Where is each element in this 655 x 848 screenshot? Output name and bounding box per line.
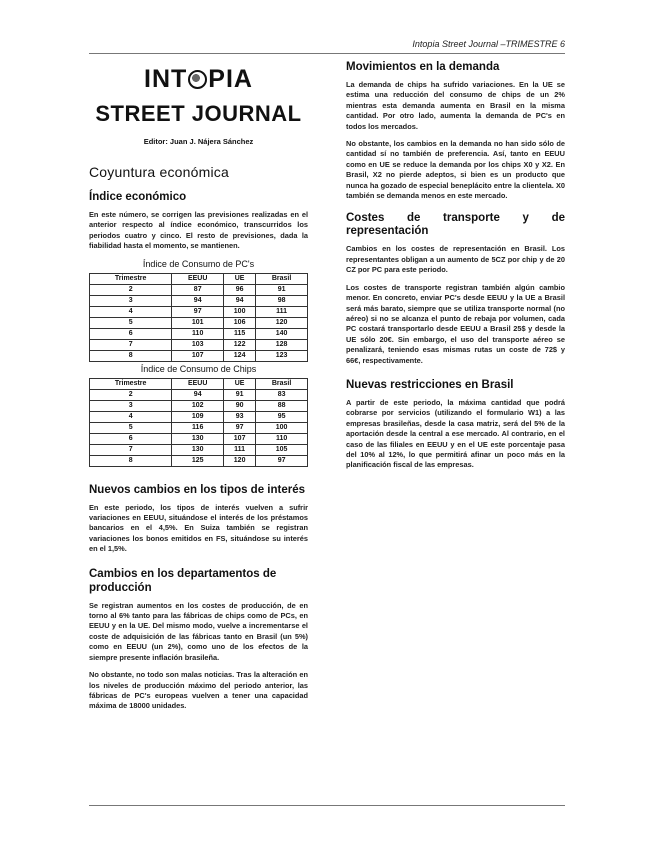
table-header-cell: UE <box>224 378 256 389</box>
produccion-heading: Cambios en los departamentos de producción <box>89 567 277 594</box>
table-chips-body <box>90 389 308 466</box>
demanda-text-1: La demanda de chips ha sufrido variaciones. En la UE se estima una reducción del consumo de chips de un 2% mientras esta demanda aumenta en Brasil en la misma cantidad. Por otro lado, aumenta la demanda de PC's en todos los mercados. <box>346 80 565 131</box>
table-cell: 100 <box>224 306 256 317</box>
table-cell: 130 <box>172 444 224 455</box>
table-chips-caption: Índice de Consumo de Chips <box>140 363 257 374</box>
table-cell: 4 <box>90 306 172 317</box>
table-cell: 122 <box>224 339 256 350</box>
demanda-heading: Movimientos en la demanda <box>346 61 500 73</box>
demanda-text-2: No obstante, los cambios en la demanda no han sido sólo de cantidad sí no también de preferencia. Así, tanto en EEUU como en UE se reduce la demanda por los chips X0 y X2. En Brasil, X2 no pierde adeptos, si bien es un producto que nunca ha gozado de especial beneplácito entre la clientela. X0 también se demanda menos en este mercado. <box>346 139 565 201</box>
table-cell: 110 <box>172 328 224 339</box>
table-header-row <box>90 378 308 389</box>
table-cell: 83 <box>256 389 308 400</box>
table-row <box>90 444 308 455</box>
table-cell: 120 <box>256 317 308 328</box>
table-row <box>90 400 308 411</box>
table-row <box>90 411 308 422</box>
table-cell: 95 <box>256 411 308 422</box>
table-cell: 5 <box>90 317 172 328</box>
table-header-cell: UE <box>224 273 256 284</box>
table-cell: 7 <box>90 444 172 455</box>
masthead-title: STREET JOURNAL <box>95 101 302 126</box>
table-cell: 98 <box>256 295 308 306</box>
table-header-cell: Trimestre <box>90 273 172 284</box>
editor-credit: Editor: Juan J. Nájera Sánchez <box>143 137 254 146</box>
table-cell: 87 <box>172 284 224 295</box>
table-cell: 5 <box>90 422 172 433</box>
table-cell: 107 <box>224 433 256 444</box>
table-cell: 91 <box>224 389 256 400</box>
table-cell: 96 <box>224 284 256 295</box>
logo-text-post: PIA <box>208 65 253 93</box>
interes-text: En este periodo, los tipos de interés vuelven a sufrir variaciones en EEUU, situándose el interés de los préstamos bancarios en el 4,5%. En Suiza también se registran variaciones los bonos emitidos en FS, situándose su interés en el 1,5%. <box>89 502 308 554</box>
table-cell: 8 <box>90 455 172 466</box>
table-cell: 8 <box>90 350 172 361</box>
table-cell: 97 <box>224 422 256 433</box>
table-cell: 140 <box>256 328 308 339</box>
table-cell: 94 <box>224 295 256 306</box>
brasil-heading: Nuevas restricciones en Brasil <box>346 378 514 391</box>
table-cell: 120 <box>224 455 256 466</box>
table-pc-body <box>90 284 308 361</box>
header-rule <box>89 53 565 54</box>
table-header-cell: EEUU <box>172 273 224 284</box>
table-cell: 106 <box>224 317 256 328</box>
table-header-row <box>90 273 308 284</box>
table-pc-caption: Índice de Consumo de PC's <box>142 258 255 269</box>
footer-rule <box>89 805 565 806</box>
table-cell: 123 <box>256 350 308 361</box>
masthead <box>89 66 308 146</box>
table-cell: 105 <box>256 444 308 455</box>
costes-heading: Costes de transporte y de <box>346 212 565 225</box>
table-cell: 88 <box>256 400 308 411</box>
table-pc <box>89 273 308 362</box>
table-header-cell: Brasil <box>256 273 308 284</box>
table-cell: 107 <box>172 350 224 361</box>
table-cell: 7 <box>90 339 172 350</box>
table-row <box>90 295 308 306</box>
table-cell: 2 <box>90 389 172 400</box>
table-header-cell: EEUU <box>172 378 224 389</box>
brasil-text: A partir de este periodo, la máxima cantidad que podrá cobrarse por servicios (utilizando el formulario W1) a las empresas brasileñas, desde la casa matriz, será del 5% de la aportación desde la central a ese mercado. Al contrario, en el caso de las filiales en EEUU y en el UE este porcentaje pasa del 10% al 12%, lo que permitirá afinar un poco más en la planificación fiscal de las empresas. <box>346 397 565 470</box>
table-cell: 97 <box>172 306 224 317</box>
table-cell: 3 <box>90 295 172 306</box>
table-cell: 102 <box>172 400 224 411</box>
table-cell: 125 <box>172 455 224 466</box>
costes-heading-cont: representación <box>346 225 429 238</box>
table-header-cell: Trimestre <box>90 378 172 389</box>
table-row <box>90 284 308 295</box>
table-row <box>90 455 308 466</box>
costes-text-2: Los costes de transporte registran también algún cambio menor. En concreto, enviar PC's desde EEUU y la UE a Brasil será más barato, siempre que se utiliza transporte normal (no aéreo) si no se alcanza el punto de rebaja por volumen, cada PC costará transportarlo desde EEUU a Brasil 25$ y desde la UE sólo 20€. Sin embargo, el uso del transporte aéreo se penalizará, teniendo esas mismas rutas un coste de 72$ y 66€, respectivamente. <box>346 282 565 365</box>
table-row <box>90 422 308 433</box>
table-cell: 94 <box>172 295 224 306</box>
produccion-text-1: Se registran aumentos en los costes de producción, de en torno al 6% tanto para las fábricas de chips como de PCs, en EEUU y en la UE. Del mismo modo, vuelve a incrementarse el coste de adquisición de las fábricas tanto en Brasil (un 5%) como en EEUU (un 2%), como uno de los efectos de la siempre presente inflación brasileña. <box>89 600 308 662</box>
table-row <box>90 328 308 339</box>
indice-heading: Índice económico <box>89 191 187 203</box>
table-cell: 109 <box>172 411 224 422</box>
table-row <box>90 306 308 317</box>
table-row <box>90 433 308 444</box>
table-cell: 100 <box>256 422 308 433</box>
running-head: Intopia Street Journal –TRIMESTRE 6 <box>412 39 565 49</box>
table-cell: 94 <box>172 389 224 400</box>
table-row <box>90 339 308 350</box>
table-row <box>90 350 308 361</box>
table-cell: 3 <box>90 400 172 411</box>
table-cell: 6 <box>90 433 172 444</box>
table-cell: 111 <box>224 444 256 455</box>
interes-heading: Nuevos cambios en los tipos de interés <box>89 483 306 496</box>
table-cell: 115 <box>224 328 256 339</box>
table-row <box>90 389 308 400</box>
table-cell: 4 <box>90 411 172 422</box>
table-cell: 101 <box>172 317 224 328</box>
left-column <box>89 60 308 719</box>
table-cell: 130 <box>172 433 224 444</box>
table-cell: 116 <box>172 422 224 433</box>
table-cell: 93 <box>224 411 256 422</box>
table-cell: 111 <box>256 306 308 317</box>
table-chips <box>89 378 308 467</box>
globe-icon <box>188 70 207 89</box>
table-cell: 124 <box>224 350 256 361</box>
table-cell: 103 <box>172 339 224 350</box>
right-column <box>346 60 565 478</box>
table-cell: 110 <box>256 433 308 444</box>
section-title: Coyuntura económica <box>89 164 229 180</box>
costes-text-1: Cambios en los costes de representación en Brasil. Los representantes obligan a un aumento de 5CZ por chip y de 20 CZ por PC para este periodo. <box>346 244 565 275</box>
logo-text-pre: INT <box>144 65 188 93</box>
table-cell: 2 <box>90 284 172 295</box>
table-cell: 6 <box>90 328 172 339</box>
table-row <box>90 317 308 328</box>
table-cell: 91 <box>256 284 308 295</box>
table-cell: 97 <box>256 455 308 466</box>
produccion-text-2: No obstante, no todo son malas noticias. Tras la alteración en los niveles de producción máximo del periodo anterior, las fábricas de PC's europeas vuelven a tener una capacidad máxima de 18000 unidades. <box>89 670 308 711</box>
table-cell: 90 <box>224 400 256 411</box>
table-header-cell: Brasil <box>256 378 308 389</box>
table-cell: 128 <box>256 339 308 350</box>
indice-text: En este número, se corrigen las previsiones realizadas en el anterior respecto al índice económico, transcurridos los periodos cuatro y cinco. El resto de previsiones, dada la fiabilidad hasta el momento, se mantienen. <box>89 210 308 251</box>
intopia-logo <box>89 66 308 92</box>
